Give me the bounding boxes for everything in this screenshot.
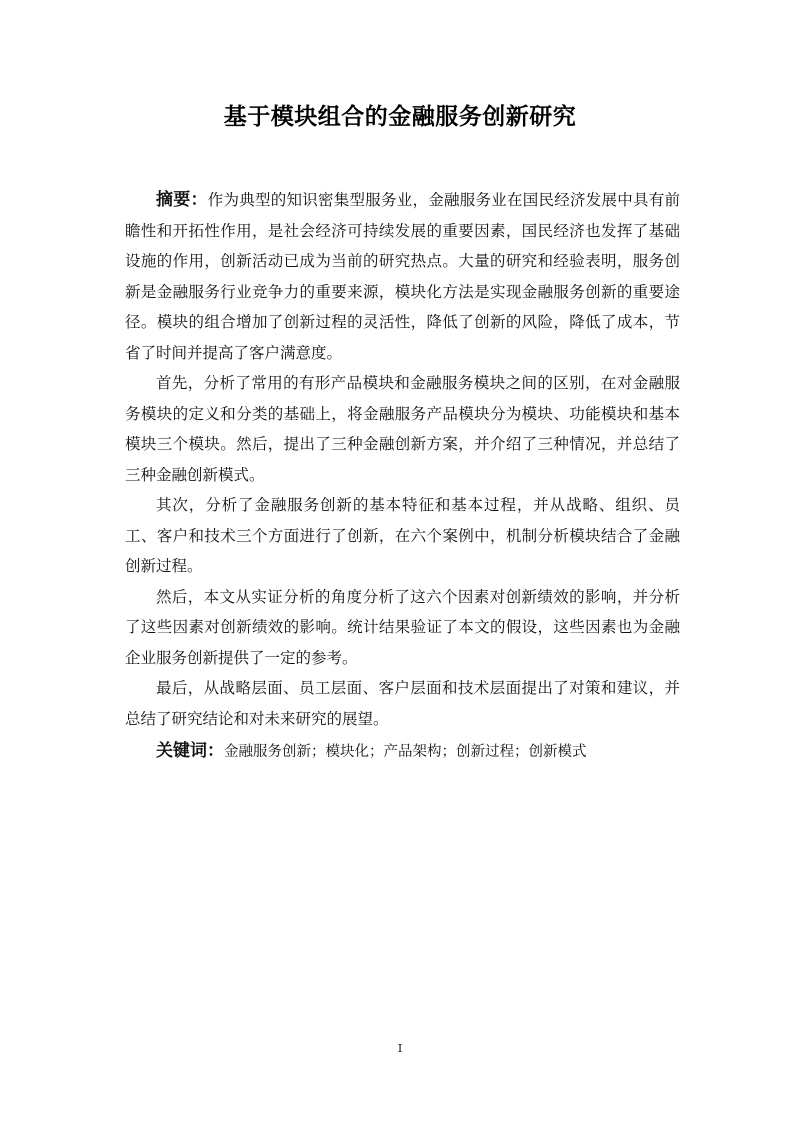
page-number: I [397, 1042, 403, 1055]
abstract-paragraph-1 [125, 185, 680, 368]
keywords-label: 关键词： [156, 741, 224, 761]
abstract-paragraph-3: 其次，分析了金融服务创新的基本特征和基本过程，并从战略、组织、员工、客户和技术三个方面进行了创新，在六个案例中，机制分析模块结合了金融创新过程。 [125, 496, 680, 575]
abstract-paragraph-2: 首先，分析了常用的有形产品模块和金融服务模块之间的区别，在对金融服务模块的定义和分类的基础上，将金融服务产品模块分为模块、功能模块和基本模块三个模块。然后，提出了三种金融创新方案，并介绍了三种情况，并总结了三种金融创新模式。 [125, 374, 680, 484]
paper-title: 基于模块组合的金融服务创新研究 [223, 104, 577, 130]
keywords-line [125, 736, 680, 768]
keywords-text: 金融服务创新；模块化；产品架构；创新过程；创新模式 [224, 744, 587, 760]
abstract-section [125, 185, 680, 768]
abstract-paragraph-4: 然后，本文从实证分析的角度分析了这六个因素对创新绩效的影响，并分析了这些因素对创新绩效的影响。统计结果验证了本文的假设，这些因素也为金融企业服务创新提供了一定的参考。 [125, 587, 680, 667]
abstract-paragraph-5: 最后，从战略层面、员工层面、客户层面和技术层面提出了对策和建议，并总结了研究结论和对未来研究的展望。 [125, 679, 680, 728]
abstract-label: 摘要： [156, 190, 208, 210]
abstract-paragraph-text: 作为典型的知识密集型服务业，金融服务业在国民经济发展中具有前瞻性和开拓性作用，是社会经济可持续发展的重要因素，国民经济也发挥了基础设施的作用，创新活动已成为当前的研究热点。大量的研究和经验表明，服务创新是金融服务行业竞争力的重要来源，模块化方法是实现金融服务创新的重要途径。模块的组合增加了创新过程的灵活性，降低了创新的风险，降低了成本，节省了时间并提高了客户满意度。 [125, 191, 680, 362]
